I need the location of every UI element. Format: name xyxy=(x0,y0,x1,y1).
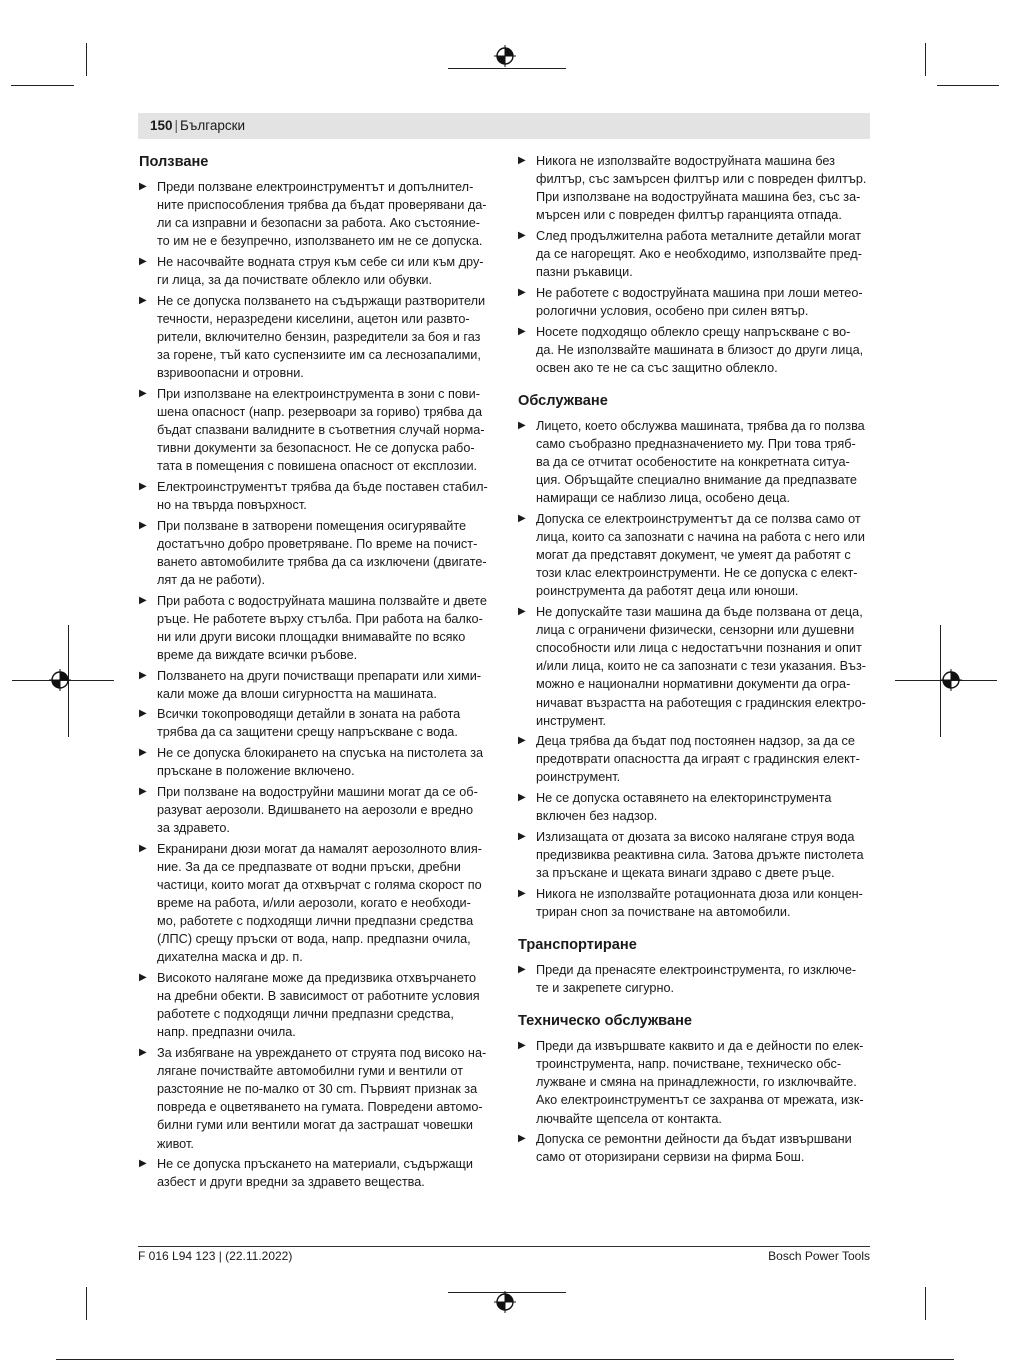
registration-mark-icon xyxy=(49,669,71,691)
list-item xyxy=(139,969,491,1041)
bullet-triangle-icon: ▶ xyxy=(139,1158,147,1170)
list-item xyxy=(518,323,870,377)
list-item xyxy=(139,783,491,837)
list-item xyxy=(139,1155,491,1191)
bullet-triangle-icon: ▶ xyxy=(139,519,147,531)
list-item-text: При работа с водоструйната машина ползвайте и двете ръце. Не работете върху стълба. При работа на балко- ни или други високи площадки внимавайте по всяко време да виждате всички ръбове. xyxy=(157,593,487,662)
list-item-text: При ползване в затворени помещения осигурявайте достатъчно добро проветряване. По време на почист- ването автомобилите трябва да са изключени (двигате- лят да не работи). xyxy=(157,518,487,587)
bullet-triangle-icon: ▶ xyxy=(518,735,526,747)
crop-mark xyxy=(448,68,566,69)
list-item-text: Всички токопроводящи детайли в зоната на работа трябва да са защитени срещу напръскване с вода. xyxy=(157,707,461,740)
list-item-text: Екранирани дюзи могат да намалят аерозолното влия- ние. За да се предпазвате от водни пръски, дребни частици, които могат да отхвърчат с голяма скорост по време на работа, и/или аерозоли, когато е необходи- мо, работете с подходящи лични предпазни средства (ЛПС) срещу пръски от вода, напр. предпазни очила, дихателна маска и др. п. xyxy=(157,841,482,965)
list-item-text: Никога не използвайте водоструйната машина без филтър, със замърсен филтър или с повреден филтър. При използване на водоструйната машина без, със за- мърсен или с повреден филтър гаранцията отпада. xyxy=(536,154,867,223)
section-title: Техническо обслужване xyxy=(518,1013,693,1030)
footer-rule xyxy=(138,1246,870,1247)
bullet-triangle-icon: ▶ xyxy=(139,669,147,681)
bullet-triangle-icon: ▶ xyxy=(518,229,526,241)
bullet-triangle-icon: ▶ xyxy=(518,1133,526,1145)
list-item-text: Никога не използвайте ротационната дюза или концен- триран сноп за почистване на автомобили. xyxy=(536,886,863,919)
section xyxy=(518,152,870,377)
list-item xyxy=(518,152,870,224)
section xyxy=(518,935,870,997)
list-item-text: Излизащата от дюзата за високо налягане струя вода предизвиква реактивна сила. Затова дръжте пистолета за пръскане и щеката винаги здраво с двете ръце. xyxy=(536,829,864,881)
section xyxy=(518,1011,870,1166)
crop-mark xyxy=(925,43,926,76)
list-item xyxy=(518,961,870,997)
list-item xyxy=(139,178,491,250)
list-item xyxy=(139,253,491,289)
list-item xyxy=(139,667,491,703)
list-item-text: Лицето, което обслужва машината, трябва да го ползва само съобразно предназначението му. При това тряб- ва да се отчитат особеностите на конкретната ситуа- ция. Обръщайте специално внимание да предпазвате намиращи се наблизо лица, особено деца. xyxy=(536,418,865,506)
list-item-text: Не работете с водоструйната машина при лоши метео- рологични условия, особено при силен вятър. xyxy=(536,285,863,318)
list-item xyxy=(139,744,491,780)
bullet-triangle-icon: ▶ xyxy=(518,1040,526,1052)
header-language: Български xyxy=(180,118,246,133)
registration-mark-icon xyxy=(940,669,962,691)
list-item xyxy=(518,1130,870,1166)
list-item-text: Ползването на други почистващи препарати или хими- кали може да влоши сигурността на машината. xyxy=(157,668,482,701)
bullet-triangle-icon: ▶ xyxy=(518,792,526,804)
page-number: 150 xyxy=(150,118,173,133)
crop-mark xyxy=(11,85,74,86)
bullet-triangle-icon: ▶ xyxy=(139,594,147,606)
list-item xyxy=(139,840,491,967)
list-item-text: Не насочвайте водната струя към себе си или към дру- ги лица, за да почиствате облекло или обувки. xyxy=(157,254,484,288)
list-item-text: Преди да пренасяте електроинструмента, го изключе- те и закрепете сигурно. xyxy=(536,963,857,996)
list-item-text: При ползване на водоструйни машини могат да се об- разуват аерозоли. Вдишването на аерозоли е вредно за здравето. xyxy=(157,784,478,836)
crop-mark xyxy=(56,1359,954,1360)
bullet-triangle-icon: ▶ xyxy=(139,1047,147,1059)
list-item xyxy=(518,417,870,507)
header-separator: | xyxy=(174,118,179,133)
list-item xyxy=(139,517,491,589)
list-item xyxy=(139,292,491,382)
list-item-text: Не се допуска оставянето на електоринструмента включен без надзор. xyxy=(536,791,832,824)
crop-mark xyxy=(925,1287,926,1320)
bullet-triangle-icon: ▶ xyxy=(518,830,526,842)
list-item-text: След продължителна работа металните детайли могат да се нагорещят. Ако е необходимо, използвайте пред- пазни ръкавици. xyxy=(536,228,862,280)
right-column xyxy=(518,152,870,1180)
list-item-text: Не се допуска ползването на съдържащи разтворители течности, неразредени киселини, ацетон или развто- рители, включително бензин, разредители за боя и газ за горене, тъй като суспензиите им са леснозапалими, взривоопасни и отровни. xyxy=(157,293,486,381)
list-item xyxy=(518,603,870,730)
bullet-triangle-icon: ▶ xyxy=(518,512,526,524)
page-header xyxy=(150,118,245,134)
list-item-text: Преди да извършвате каквито и да е дейности по елек- троинструмента, напр. почистване, техническо обс- лужване и смяна на принадлежности, го изключвайте. Ако електроинструментът се захранва от мрежата, изк- лючвайте щепсела от контакта. xyxy=(536,1039,864,1126)
list-item xyxy=(518,510,870,600)
list-item xyxy=(139,385,491,475)
list-item xyxy=(139,592,491,664)
list-item xyxy=(139,478,491,514)
section-title: Обслужване xyxy=(518,392,608,409)
bullet-triangle-icon: ▶ xyxy=(139,480,147,492)
footer-document-id: F 016 L94 123 | (22.11.2022) xyxy=(138,1249,293,1263)
bullet-triangle-icon: ▶ xyxy=(518,964,526,975)
list-item xyxy=(518,1037,870,1127)
bullet-triangle-icon: ▶ xyxy=(518,286,526,298)
footer-brand: Bosch Power Tools xyxy=(768,1249,870,1263)
list-item-text: Електроинструментът трябва да бъде поставен стабил- но на твърда повърхност. xyxy=(157,479,488,512)
list-item-text: Не се допуска блокирането на спусъка на пистолета за пръскане в положение включено. xyxy=(157,746,484,779)
list-item xyxy=(518,284,870,320)
bullet-triangle-icon: ▶ xyxy=(518,419,526,431)
list-item-text: Не допускайте тази машина да бъде ползвана от деца, лица с ограничени физически, сензорни или душевни способности или лица с недостатъчни познания и опит и/или лица, които не са запознати с тези указания. Въз- можно е национални нормативни документи да огра- ничават възрастта на работещия с градинския електро- инструмент. xyxy=(536,605,867,728)
bullet-triangle-icon: ▶ xyxy=(518,606,526,618)
crop-mark xyxy=(86,43,87,76)
list-item-text: Носете подходящо облекло срещу напръскване с во- да. Не използвайте машината в близост до други лица, освен ако те не са със защитно облекло. xyxy=(536,324,864,375)
bullet-triangle-icon: ▶ xyxy=(139,255,147,267)
list-item-text: Деца трябва да бъдат под постоянен надзор, за да се предотврати опасността да играят с градинския елект- роинструмент. xyxy=(536,734,860,785)
registration-mark-icon xyxy=(494,45,516,67)
list-item-text: Преди ползване електроинструментът и допълнител- ните приспособления трябва да бъдат проверявани да- ли са изправни и безопасни за работа. Ако състояние- то им не е безупречно, използването им не се допуска. xyxy=(157,180,487,249)
section-title: Транспортиране xyxy=(518,937,637,953)
bullet-triangle-icon: ▶ xyxy=(139,387,147,399)
bullet-triangle-icon: ▶ xyxy=(518,325,526,337)
list-item-text: Високото налягане може да предизвика отхвърчането на дребни обекти. В зависимост от работните условия работете с подходящи лични предпазни средства, напр. предпазни очила. xyxy=(157,971,480,1040)
bullet-triangle-icon: ▶ xyxy=(518,155,526,166)
list-item xyxy=(139,1044,491,1153)
bullet-triangle-icon: ▶ xyxy=(139,785,147,797)
bullet-triangle-icon: ▶ xyxy=(139,181,147,192)
list-item xyxy=(518,828,870,882)
list-item xyxy=(518,227,870,281)
list-item-text: Допуска се ремонтни дейности да бъдат извършвани само от оторизирани сервизи на фирма Бош. xyxy=(536,1132,852,1165)
list-item-text: Не се допуска пръскането на материали, съдържащи азбест и други вредни за здравето вещества. xyxy=(157,1157,473,1190)
bullet-triangle-icon: ▶ xyxy=(139,708,147,720)
bullet-triangle-icon: ▶ xyxy=(139,972,147,984)
registration-mark-icon xyxy=(494,1291,516,1313)
list-item-text: За избягване на увреждането от струята под високо на- лягане почиствайте автомобилни гуми и вентили от разстояние не по-малко от 30 cm. Първият признак за повреда е оцветяването на гумата. Повредени автомо- билни гуми или вентили могат да застрашат човешки живот. xyxy=(157,1046,487,1151)
crop-mark xyxy=(937,85,999,86)
page-header-bar xyxy=(138,113,870,139)
crop-mark xyxy=(86,1287,87,1320)
left-column xyxy=(139,152,491,1205)
section-title: Ползване xyxy=(139,154,209,170)
bullet-triangle-icon: ▶ xyxy=(139,294,147,306)
section xyxy=(139,152,491,1191)
bullet-triangle-icon: ▶ xyxy=(518,887,526,899)
list-item xyxy=(518,885,870,921)
list-item xyxy=(139,705,491,741)
bullet-triangle-icon: ▶ xyxy=(139,747,147,759)
section xyxy=(518,391,870,921)
bullet-triangle-icon: ▶ xyxy=(139,842,147,854)
list-item-text: Допуска се електроинструментът да се ползва само от лица, които са запознати с начина на работа с него или могат да представят документ, че умеят да работят с този клас електроинструменти. Не се допуска с елект- роинструмента да работят деца или юноши. xyxy=(536,511,865,599)
list-item xyxy=(518,789,870,825)
list-item xyxy=(518,732,870,786)
list-item-text: При използване на електроинструмента в зони с пови- шена опасност (напр. резервоари за гориво) трябва да бъдат спазвани валидните в съответния случай норма- тивни документи за безопасност. Не се допуска рабо- тата в помещения с повишена опасност от експлозии. xyxy=(157,386,485,474)
